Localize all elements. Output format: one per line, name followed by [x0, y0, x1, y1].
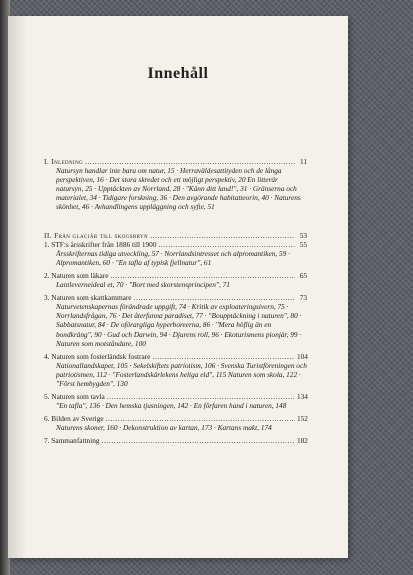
toc-entry [44, 436, 307, 445]
section-subtopics: Natursyn handlar inte bara om natur, 15 · Herraväldesattityden och de långa perspektiven, 16 · Det stora skredet och ett möjligt perspektiv, 20 En litterär natursyn, 25 · Upptäckten av Norrland, 28 · "Känn ditt land!", 31 · Gränserna och materialet, 34 · Tidigare forskning, 36 · Den avgörande habitatteorin, 40 · Naturens skönhet, 46 · Avhandlingens uppläggning och syfte, 51 [56, 166, 301, 212]
leader-dots [110, 271, 295, 280]
entry-subtopics: Lantleverneideal et, 70 · "Bort med skorstensprincipen", 71 [56, 280, 230, 290]
entry-subtopics: "En tafla", 136 · Den hemska tjusningen, 142 · En förfaren hand i naturen, 148 [56, 401, 287, 411]
leader-dots [158, 240, 295, 249]
entry-subtopics: Årsskrifternas tidiga utveckling, 57 · Norrlandsintresset och alpromantiken, 59 · Alpromantiken, 60 · "En tafla af typisk fjellnatur", 61 [56, 248, 290, 267]
entry-label: 3. Naturen som skattkammare [44, 293, 132, 303]
section-page: 53 [299, 230, 307, 240]
entry-page: 73 [299, 293, 307, 303]
entry-page: 65 [299, 270, 307, 280]
leader-dots [152, 352, 295, 361]
toc-section-inledning [44, 157, 307, 166]
page-title: Innehåll [147, 65, 209, 82]
toc-entry [44, 392, 307, 401]
entry-subtopics: Naturvetenskapernas förändrade uppgift, 74 · Kritik av exploateringsivern, 75 · Norrlandsfrågan, 76 · Det återfunna paradiset, 77 · "Boupptäckning i naturen", 80 · Sabbatsnatur, 84 · De oförargliga hyperboreerna, 86 · "Mera höflig än en bondkräng", 90 · Gud och Darwin, 94 · Djurens roll, 96 · Ekoturismens pionjär, 99 · Naturen som motståndare, 100 [56, 302, 302, 348]
toc-entry [44, 414, 307, 423]
leader-dots [134, 293, 295, 302]
leader-dots [102, 436, 295, 445]
entry-page: 134 [297, 392, 308, 402]
entry-label: 6. Bilden av Sverige [44, 414, 104, 424]
entry-label: 2. Naturen som läkare [44, 270, 109, 280]
toc-entry [44, 240, 307, 249]
table-of-contents [44, 157, 307, 446]
entry-page: 55 [299, 239, 307, 249]
leader-dots [106, 414, 295, 423]
entry-label: 7. Sammanfattning [44, 436, 100, 446]
entry-page: 152 [297, 414, 308, 424]
toc-entry [44, 293, 307, 302]
leader-dots [150, 231, 295, 240]
leader-dots [107, 392, 295, 401]
entry-label: 1. STF:s årsskrifter från 1886 till 1900 [44, 239, 157, 249]
entry-label: 5. Naturen som tavla [44, 392, 105, 402]
leader-dots [85, 157, 295, 166]
book-page [8, 16, 348, 558]
entry-subtopics: Naturens skoner, 160 · Dekonstruktion av kartan, 173 · Kartans makt, 174 [56, 423, 272, 433]
entry-subtopics: Nationallandskapet, 105 · Sekelskiftets patriotism, 106 · Svenska Turistföreningen och patriotismen, 112 · "Fosterlandskärlekens heliga eld", 115 Naturen som skola, 122 · "Först hembygden", 130 [56, 360, 307, 388]
toc-entry [44, 352, 307, 361]
section-label: II. Från glaciär till skogsbryn [44, 230, 149, 240]
entry-page: 182 [297, 436, 308, 446]
entry-label: 4. Naturen som fosterländsk fostrare [44, 351, 151, 361]
toc-section-fran-glaciar [44, 231, 307, 240]
toc-entry [44, 271, 307, 280]
section-page: 11 [299, 157, 307, 166]
section-label: I. Inledning [44, 157, 84, 166]
page-gutter-shadow [8, 16, 28, 558]
entry-page: 104 [297, 351, 308, 361]
